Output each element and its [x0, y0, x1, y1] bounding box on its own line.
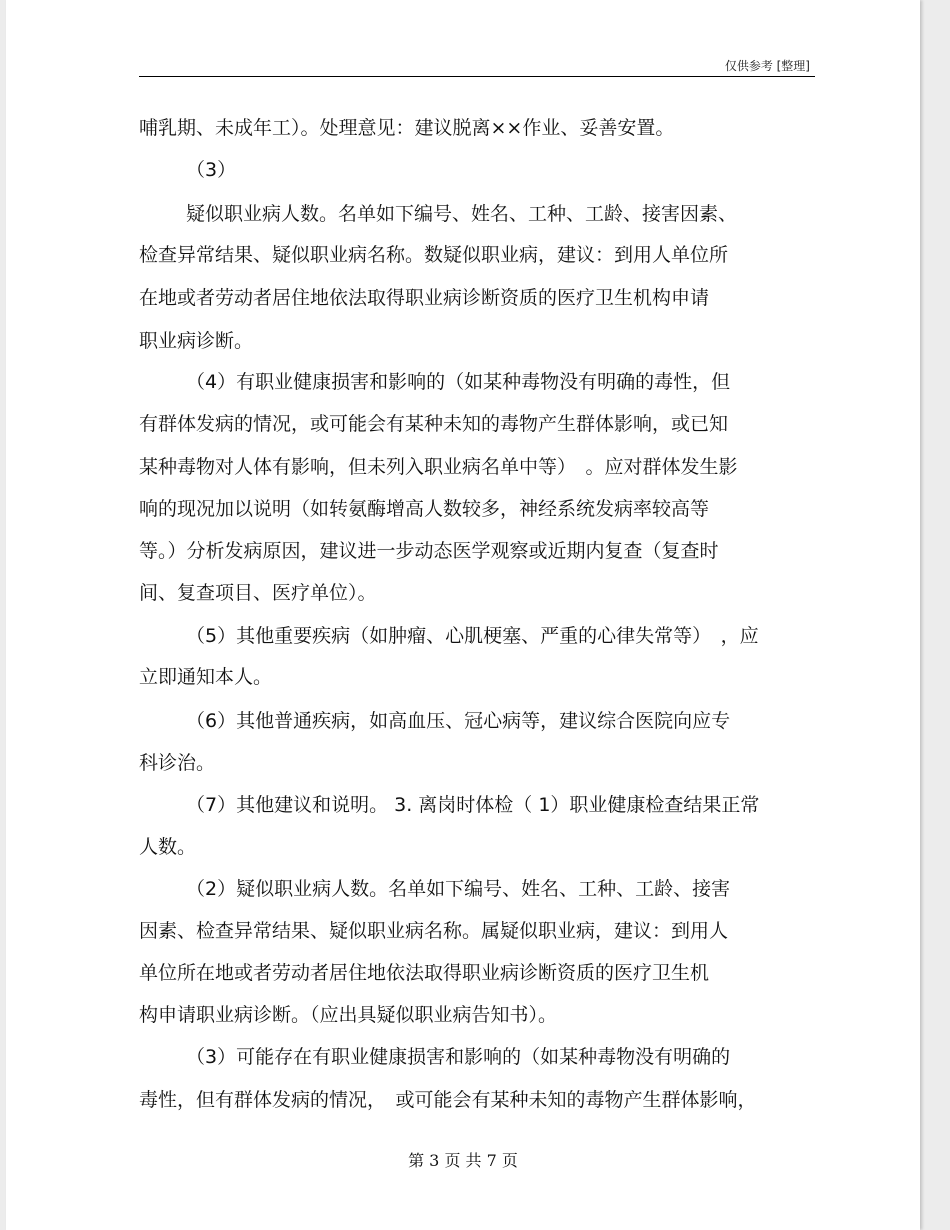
body-line: 人数。	[139, 836, 197, 858]
body-line: （7）其他建议和说明。 3. 离岗时体检（ 1）职业健康检查结果正常	[186, 794, 760, 816]
body-line: 检查异常结果、疑似职业病名称。数疑似职业病，建议：到用人单位所	[139, 244, 729, 266]
body-line: （5）其他重要疾病（如肿瘤、心肌梗塞、严重的心律失常等） ，应	[186, 625, 759, 647]
body-line: 疑似职业病人数。名单如下编号、姓名、工种、工龄、接害因素、	[186, 203, 738, 225]
body-line: 单位所在地或者劳动者居住地依法取得职业病诊断资质的医疗卫生机	[139, 962, 710, 984]
body-line: 因素、检查异常结果、疑似职业病名称。属疑似职业病，建议：到用人	[139, 920, 729, 942]
body-line: 响的现况加以说明（如转氨酶增高人数较多，神经系统发病率较高等	[139, 498, 710, 520]
document-page	[6, 0, 920, 1230]
body-line: 有群体发病的情况，或可能会有某种未知的毒物产生群体影响，或已知	[139, 413, 729, 435]
body-line: （2）疑似职业病人数。名单如下编号、姓名、工种、工龄、接害	[186, 878, 731, 900]
body-line: 在地或者劳动者居住地依法取得职业病诊断资质的医疗卫生机构申请	[139, 287, 710, 309]
body-line: 立即通知本人。	[139, 666, 273, 688]
body-line: 科诊治。	[139, 752, 216, 774]
page-number: 第 3 页 共 7 页	[408, 1151, 518, 1170]
body-line: 构申请职业病诊断。（应出具疑似职业病告知书）。	[139, 1004, 558, 1026]
body-line: （6）其他普通疾病，如高血压、冠心病等，建议综合医院向应专	[186, 710, 731, 732]
body-line: （3）	[186, 159, 237, 181]
header-rule	[139, 76, 815, 77]
body-line: 间、复查项目、医疗单位）。	[139, 582, 377, 604]
body-line: 哺乳期、未成年工）。处理意见：建议脱离××作业、妥善安置。	[139, 117, 675, 139]
body-line: 等。）分析发病原因，建议进一步动态医学观察或近期内复查（复查时	[139, 540, 719, 562]
body-line: 职业病诊断。	[139, 330, 254, 352]
header-note: 仅供参考 [整理]	[724, 59, 810, 73]
body-line: （4）有职业健康损害和影响的（如某种毒物没有明确的毒性，但	[186, 371, 731, 393]
body-line: 某种毒物对人体有影响，但未列入职业病名单中等） 。应对群体发生影	[139, 456, 738, 478]
body-line: 毒性，但有群体发病的情况， 或可能会有某种未知的毒物产生群体影响，	[139, 1089, 757, 1111]
body-line: （3）可能存在有职业健康损害和影响的（如某种毒物没有明确的	[186, 1046, 731, 1068]
